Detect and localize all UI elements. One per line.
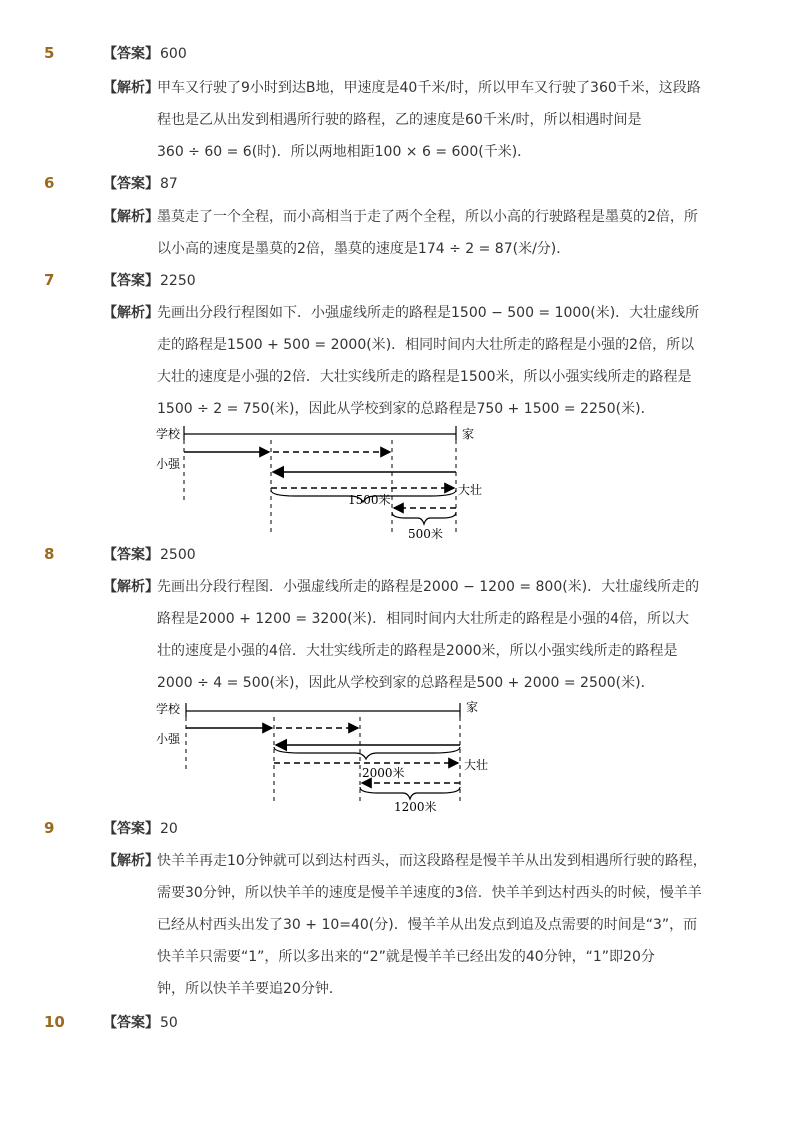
explanation-line: 已经从村西头出发了30 + 10=40(分)．慢羊羊从出发点到追及点需要的时间是“3”，而 bbox=[157, 917, 698, 933]
label-school: 学校 bbox=[156, 427, 181, 441]
answer-value: 87 bbox=[160, 176, 178, 192]
question-number: 10 bbox=[44, 1013, 65, 1031]
explanation-line: 360 ÷ 60 = 6(时)．所以两地相距100 × 6 = 600(千米)． bbox=[157, 144, 532, 160]
answer-value: 20 bbox=[160, 821, 178, 837]
question-number: 6 bbox=[44, 174, 55, 192]
explanation-text bbox=[157, 72, 717, 168]
question-number: 7 bbox=[44, 271, 55, 289]
explanation-line: 1500 ÷ 2 = 750(米)，因此从学校到家的总路程是750 + 1500 = 2250(米)． bbox=[157, 401, 655, 417]
explanation-text bbox=[157, 201, 717, 265]
segment-diagram-svg bbox=[150, 420, 510, 545]
explanation-line: 以小高的速度是墨莫的2倍，墨莫的速度是174 ÷ 2 = 87(米/分)． bbox=[157, 241, 571, 257]
label-home: 家 bbox=[466, 700, 479, 714]
answer-label: 【答案】 bbox=[103, 176, 159, 192]
brace-500 bbox=[392, 512, 456, 524]
explanation-line: 钟，所以快羊羊要追20分钟． bbox=[157, 981, 343, 997]
answer-value: 50 bbox=[160, 1015, 178, 1031]
explanation-label: 【解析】 bbox=[103, 853, 159, 869]
answer-row bbox=[103, 819, 178, 839]
question-number: 5 bbox=[44, 44, 55, 62]
label-xiaoqiang: 小强 bbox=[156, 457, 181, 471]
explanation-line: 走的路程是1500 + 500 = 2000(米)．相同时间内大壮所走的路程是小强的2倍，所以 bbox=[157, 337, 695, 353]
explanation-line: 快羊羊再走10分钟就可以到达村西头，而这段路程是慢羊羊从出发到相遇所行驶的路程， bbox=[157, 853, 707, 869]
question-number: 8 bbox=[44, 545, 55, 563]
label-dazhuang: 大壮 bbox=[464, 758, 489, 772]
answer-row bbox=[103, 545, 196, 565]
segment-diagram bbox=[150, 420, 510, 549]
brace-label-2: 500米 bbox=[408, 527, 443, 541]
explanation-line: 2000 ÷ 4 = 500(米)，因此从学校到家的总路程是500 + 2000 = 2500(米)． bbox=[157, 675, 655, 691]
explanation-line: 快羊羊只需要“1”，所以多出来的“2”就是慢羊羊已经出发的40分钟，“1”即20分 bbox=[157, 949, 655, 965]
segment-diagram bbox=[150, 695, 510, 824]
answer-value: 2500 bbox=[160, 547, 196, 563]
brace-2000 bbox=[274, 747, 460, 759]
explanation-line: 甲车又行驶了9小时到达B地，甲速度是40千米/时，所以甲车又行驶了360千米，这段路 bbox=[157, 80, 701, 96]
brace-label-1: 1500米 bbox=[348, 493, 391, 507]
explanation-line: 程也是乙从出发到相遇所行驶的路程，乙的速度是60千米/时，所以相遇时间是 bbox=[157, 112, 642, 128]
explanation-label: 【解析】 bbox=[103, 80, 159, 96]
label-home: 家 bbox=[462, 427, 475, 441]
answer-value: 2250 bbox=[160, 273, 196, 289]
explanation-line: 先画出分段行程图如下．小强虚线所走的路程是1500 − 500 = 1000(米)．大壮虚线所 bbox=[157, 305, 700, 321]
answer-label: 【答案】 bbox=[103, 1015, 159, 1031]
explanation-text bbox=[157, 571, 717, 699]
explanation-line: 壮的速度是小强的4倍．大壮实线所走的路程是2000米，所以小强实线所走的路程是 bbox=[157, 643, 678, 659]
explanation-line: 大壮的速度是小强的2倍．大壮实线所走的路程是1500米，所以小强实线所走的路程是 bbox=[157, 369, 692, 385]
answer-row bbox=[103, 44, 187, 64]
explanation-label: 【解析】 bbox=[103, 305, 159, 321]
answer-label: 【答案】 bbox=[103, 821, 159, 837]
segment-diagram-svg bbox=[150, 695, 510, 820]
label-dazhuang: 大壮 bbox=[458, 483, 483, 497]
answer-row bbox=[103, 174, 178, 194]
explanation-label: 【解析】 bbox=[103, 579, 159, 595]
explanation-label: 【解析】 bbox=[103, 209, 159, 225]
explanation-line: 路程是2000 + 1200 = 3200(米)．相同时间内大壮所走的路程是小强的4倍，所以大 bbox=[157, 611, 689, 627]
answer-label: 【答案】 bbox=[103, 273, 159, 289]
brace-label-1: 2000米 bbox=[362, 766, 405, 780]
answer-row bbox=[103, 271, 196, 291]
answer-label: 【答案】 bbox=[103, 547, 159, 563]
explanation-line: 需要30分钟，所以快羊羊的速度是慢羊羊速度的3倍．快羊羊到达村西头的时候，慢羊羊 bbox=[157, 885, 702, 901]
label-school: 学校 bbox=[156, 702, 181, 716]
answer-row bbox=[103, 1013, 178, 1033]
explanation-line: 先画出分段行程图．小强虚线所走的路程是2000 − 1200 = 800(米)．大壮虚线所走的 bbox=[157, 579, 700, 595]
brace-label-2: 1200米 bbox=[394, 800, 437, 814]
label-xiaoqiang: 小强 bbox=[156, 732, 181, 746]
answer-value: 600 bbox=[160, 46, 187, 62]
explanation-text bbox=[157, 297, 717, 425]
answer-label: 【答案】 bbox=[103, 46, 159, 62]
question-number: 9 bbox=[44, 819, 55, 837]
brace-1200 bbox=[360, 787, 460, 799]
explanation-line: 墨莫走了一个全程，而小高相当于走了两个全程，所以小高的行驶路程是墨莫的2倍，所 bbox=[157, 209, 698, 225]
explanation-text bbox=[157, 845, 717, 1005]
